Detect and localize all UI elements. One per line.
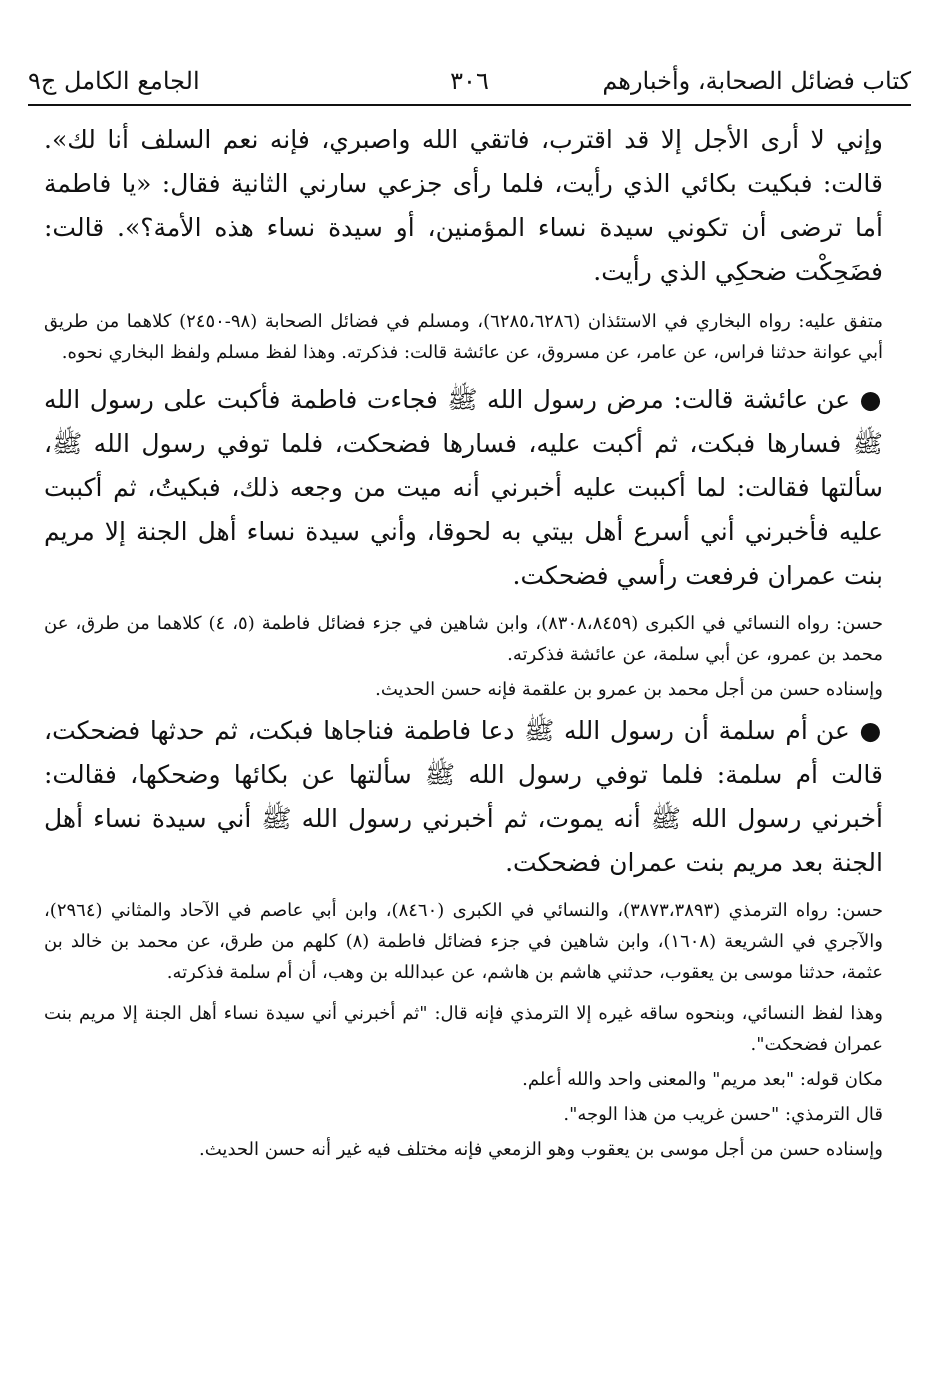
- hadith-text: عن عائشة قالت: مرض رسول الله ﷺ فجاءت فاطمة فأكبت على رسول الله ﷺ فسارها فبكت، ثم أكبت عليه، فسارها فضحكت، فلما توفي رسول الله ﷺ، سألتها فقالت: لما أكببت عليه أخبرني أنه ميت من وجعه ذلك، فبكيتُ، ثم أكببت عليه فأخبرني أني أسرع أهل بيتي به لحوقا، وأني سيدة نساء أهل الجنة إلا مريم بنت عمران فرفعت رأسي فضحكت.: [44, 385, 883, 590]
- header-volume: الجامع الكامل ج٩: [28, 67, 200, 95]
- hadith-continuation: وإني لا أرى الأجل إلا قد اقترب، فاتقي الله واصبري، فإنه نعم السلف أنا لك». قالت: فبكيت بكائي الذي رأيت، فلما رأى جزعي سارني الثانية فقال: «يا فاطمة أما ترضى أن تكوني سيدة نساء المؤمنين، أو سيدة نساء هذه الأمة؟». قالت: فضَحِكْت ضحكِي الذي رأيت.: [44, 125, 883, 286]
- hadith-aisha: [44, 378, 883, 598]
- hadith-umm-salama: [44, 709, 883, 885]
- bullet-icon: ●: [859, 385, 883, 414]
- header-rule: [28, 104, 911, 106]
- takhrij-note: حسن: رواه النسائي في الكبرى (٨٣٠٨،٨٤٥٩)، وابن شاهين في جزء فضائل فاطمة (٥، ٤) كلاهما من طرق، عن محمد بن عمرو، عن أبي سلمة، عن عائشة فذكرته.: [44, 613, 884, 665]
- tirmidhi-note: قال الترمذي: "حسن غريب من هذا الوجه".: [563, 1104, 883, 1125]
- header-page-number: ٣٠٦: [450, 67, 489, 95]
- wording-note: مكان قوله: "بعد مريم" والمعنى واحد والله أعلم.: [522, 1069, 883, 1090]
- isnad-note: وإسناده حسن من أجل محمد بن عمرو بن علقمة فإنه حسن الحديث.: [375, 679, 883, 700]
- page-content: [44, 118, 883, 1165]
- hadith-text: عن أم سلمة أن رسول الله ﷺ دعا فاطمة فناجاها فبكت، ثم حدثها فضحكت، قالت أم سلمة: فلما توفي رسول الله ﷺ سألتها عن بكائها وضحكها، فقالت: أخبرني رسول الله ﷺ أنه يموت، ثم أخبرني رسول الله ﷺ أني سيدة نساء أهل الجنة بعد مريم بنت عمران فضحكت.: [44, 716, 883, 877]
- takhrij-note: حسن: رواه الترمذي (٣٨٧٣،٣٨٩٣)، والنسائي في الكبرى (٨٤٦٠)، وابن أبي عاصم في الآحاد والمثاني (٢٩٦٤)، والآجري في الشريعة (١٦٠٨)، وابن شاهين في جزء فضائل فاطمة (٨) كلهم من طرق، عن محمد بن خالد بن عثمة، حدثنا موسى بن يعقوب، حدثني هاشم بن هاشم، عن عبدالله بن وهب، أن أم سلمة فذكرته.: [44, 900, 884, 983]
- page-header: [28, 62, 911, 100]
- bullet-icon: ●: [859, 716, 883, 745]
- isnad-note: وإسناده حسن من أجل موسى بن يعقوب وهو الزمعي فإنه مختلف فيه غير أنه حسن الحديث.: [199, 1139, 883, 1160]
- takhrij-note: متفق عليه: رواه البخاري في الاستئذان (٦٢٨٥،٦٢٨٦)، ومسلم في فضائل الصحابة (٩٨-٢٤٥٠) كلاهما من طريق أبي عوانة حدثنا فراس، عن عامر، عن مسروق، عن عائشة قالت: فذكرته. وهذا لفظ مسلم ولفظ البخاري نحوه.: [44, 311, 883, 363]
- wording-note: وهذا لفظ النسائي، وبنحوه ساقه غيره إلا الترمذي فإنه قال: "ثم أخبرني أني سيدة نساء أهل الجنة إلا مريم بنت عمران فضحكت".: [44, 1003, 883, 1055]
- header-book-title: كتاب فضائل الصحابة، وأخبارهم: [602, 67, 911, 95]
